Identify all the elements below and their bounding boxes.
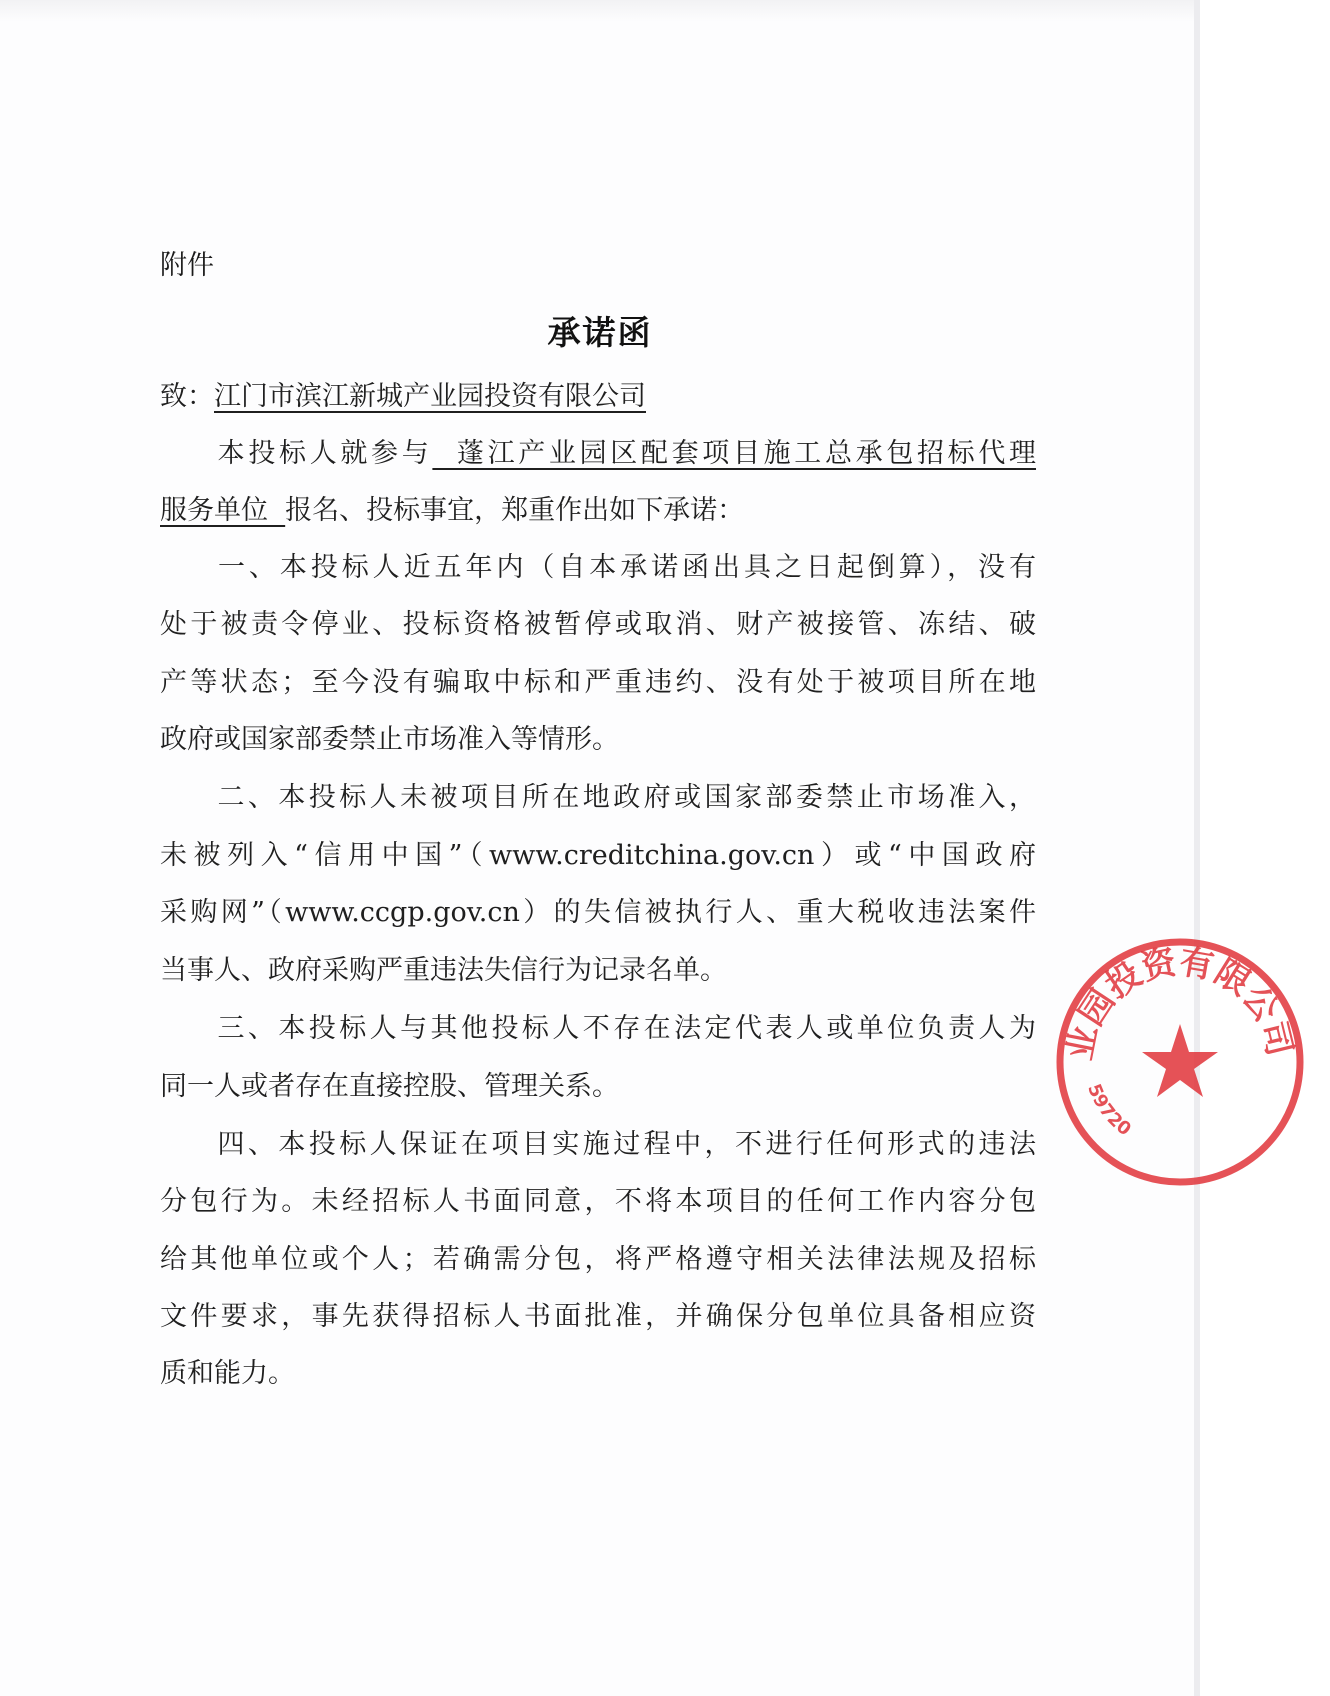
company-seal bbox=[1030, 912, 1330, 1212]
recipient-line bbox=[160, 377, 646, 417]
scan-shadow-top bbox=[0, 0, 1200, 22]
para2-line-2: 未被列入“信用中国”（www.creditchina.gov.cn）或“中国政府 bbox=[160, 840, 1036, 871]
seal-text: 业园投资有限公司 bbox=[1059, 941, 1300, 1064]
scan-shadow-right bbox=[1194, 0, 1200, 1696]
intro-text: 本投标人就参与 bbox=[214, 438, 433, 469]
para3-line-1: 三、本投标人与其他投标人不存在法定代表人或单位负责人为 bbox=[214, 1013, 1036, 1044]
para1-line-1: 一、本投标人近五年内（自本承诺函出具之日起倒算），没有 bbox=[214, 552, 1036, 583]
para2-line-4: 当事人、政府采购严重违法失信行为记录名单。 bbox=[160, 955, 727, 986]
para3-line-2: 同一人或者存在直接控股、管理关系。 bbox=[160, 1071, 619, 1102]
para4-line-2: 分包行为。未经招标人书面同意，不将本项目的任何工作内容分包 bbox=[160, 1186, 1036, 1217]
intro-text-2: 报名、投标事宜，郑重作出如下承诺： bbox=[285, 495, 745, 526]
para4-line-4: 文件要求，事先获得招标人书面批准，并确保分包单位具备相应资 bbox=[160, 1301, 1036, 1332]
project-name-part2: 服务单位 bbox=[160, 495, 286, 526]
seal-star-icon bbox=[1142, 1024, 1218, 1097]
intro-line-2 bbox=[160, 491, 744, 531]
para1-line-4: 政府或国家部委禁止市场准入等情形。 bbox=[160, 724, 619, 755]
recipient-prefix: 致： bbox=[160, 381, 214, 412]
project-name-part1: 蓬江产业园区配套项目施工总承包招标代理 bbox=[432, 438, 1037, 469]
attachment-label: 附件 bbox=[160, 250, 214, 281]
seal-number: 59720 bbox=[1083, 1081, 1135, 1141]
para4-line-3: 给其他单位或个人；若确需分包，将严格遵守相关法律法规及招标 bbox=[160, 1244, 1036, 1275]
intro-line-1 bbox=[160, 434, 1036, 474]
para2-line-3: 采购网”（www.ccgp.gov.cn）的失信被执行人、重大税收违法案件 bbox=[160, 897, 1036, 928]
para4-line-1: 四、本投标人保证在项目实施过程中，不进行任何形式的违法 bbox=[214, 1129, 1036, 1160]
recipient-name: 江门市滨江新城产业园投资有限公司 bbox=[214, 381, 646, 412]
para1-line-2: 处于被责令停业、投标资格被暂停或取消、财产被接管、冻结、破 bbox=[160, 609, 1036, 640]
letter-title: 承诺函 bbox=[547, 313, 653, 352]
para1-line-3: 产等状态；至今没有骗取中标和严重违约、没有处于被项目所在地 bbox=[160, 667, 1036, 698]
para4-line-5: 质和能力。 bbox=[160, 1358, 295, 1389]
para2-line-1: 二、本投标人未被项目所在地政府或国家部委禁止市场准入， bbox=[214, 782, 1036, 813]
